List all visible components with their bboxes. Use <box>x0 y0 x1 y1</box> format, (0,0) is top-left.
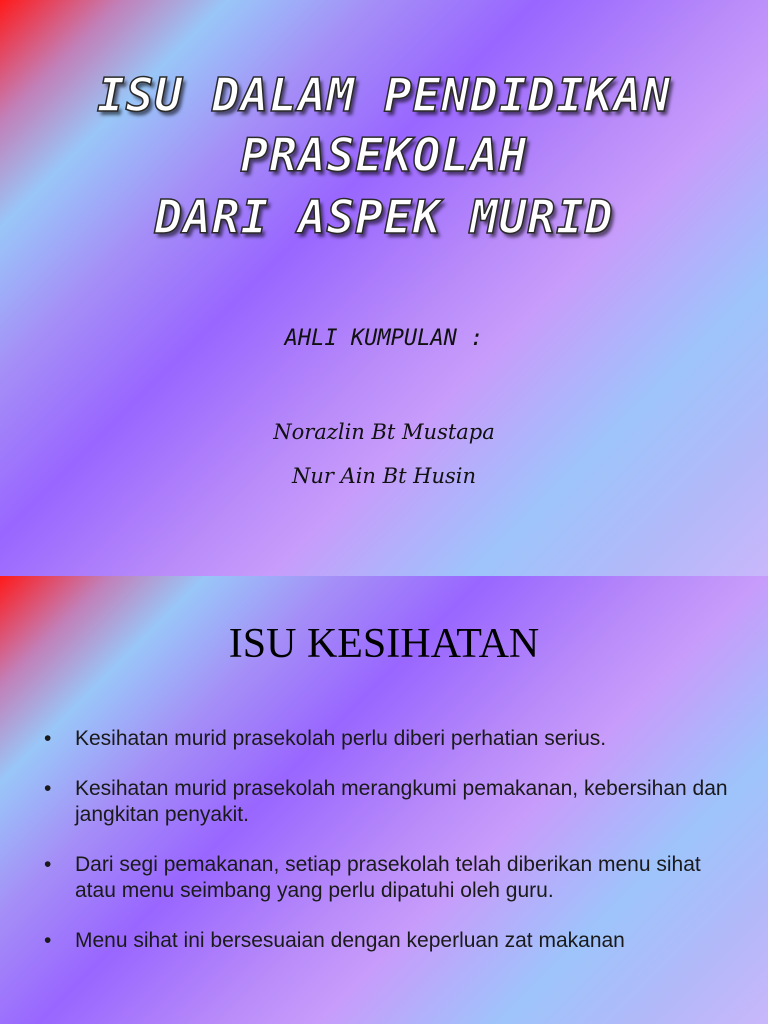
bullet-icon: • <box>44 777 52 800</box>
member-name: Norazlin Bt Mustapa <box>273 420 495 444</box>
bullet-item <box>0 726 768 752</box>
bullet-item <box>0 776 768 828</box>
slide-isu-kesihatan <box>0 576 768 1024</box>
bullet-icon: • <box>44 727 52 750</box>
section-title: ISU KESIHATAN <box>228 621 540 667</box>
bullet-list <box>0 726 768 978</box>
bullet-text: Kesihatan murid prasekolah perlu diberi perhatian serius. <box>75 727 607 750</box>
bullet-text: Dari segi pemakanan, setiap prasekolah telah diberikan menu sihat atau menu seimbang yang perlu dipatuhi oleh guru. <box>75 853 701 902</box>
bullet-item <box>0 928 768 954</box>
members-label: AHLI KUMPULAN : <box>284 326 484 351</box>
member-name: Nur Ain Bt Husin <box>291 464 477 488</box>
title-line-3: DARI ASPEK MURID <box>154 190 614 244</box>
bullet-text: Menu sihat ini bersesuaian dengan keperluan zat makanan <box>75 929 625 952</box>
bullet-icon: • <box>44 853 52 876</box>
bullet-text: Kesihatan murid prasekolah merangkumi pemakanan, kebersihan dan jangkitan penyakit. <box>75 777 728 826</box>
title-line-2: PRASEKOLAH <box>240 128 528 182</box>
bullet-item <box>0 852 768 904</box>
title-line-1: ISU DALAM PENDIDIKAN <box>97 68 671 122</box>
bullet-icon: • <box>44 929 52 952</box>
